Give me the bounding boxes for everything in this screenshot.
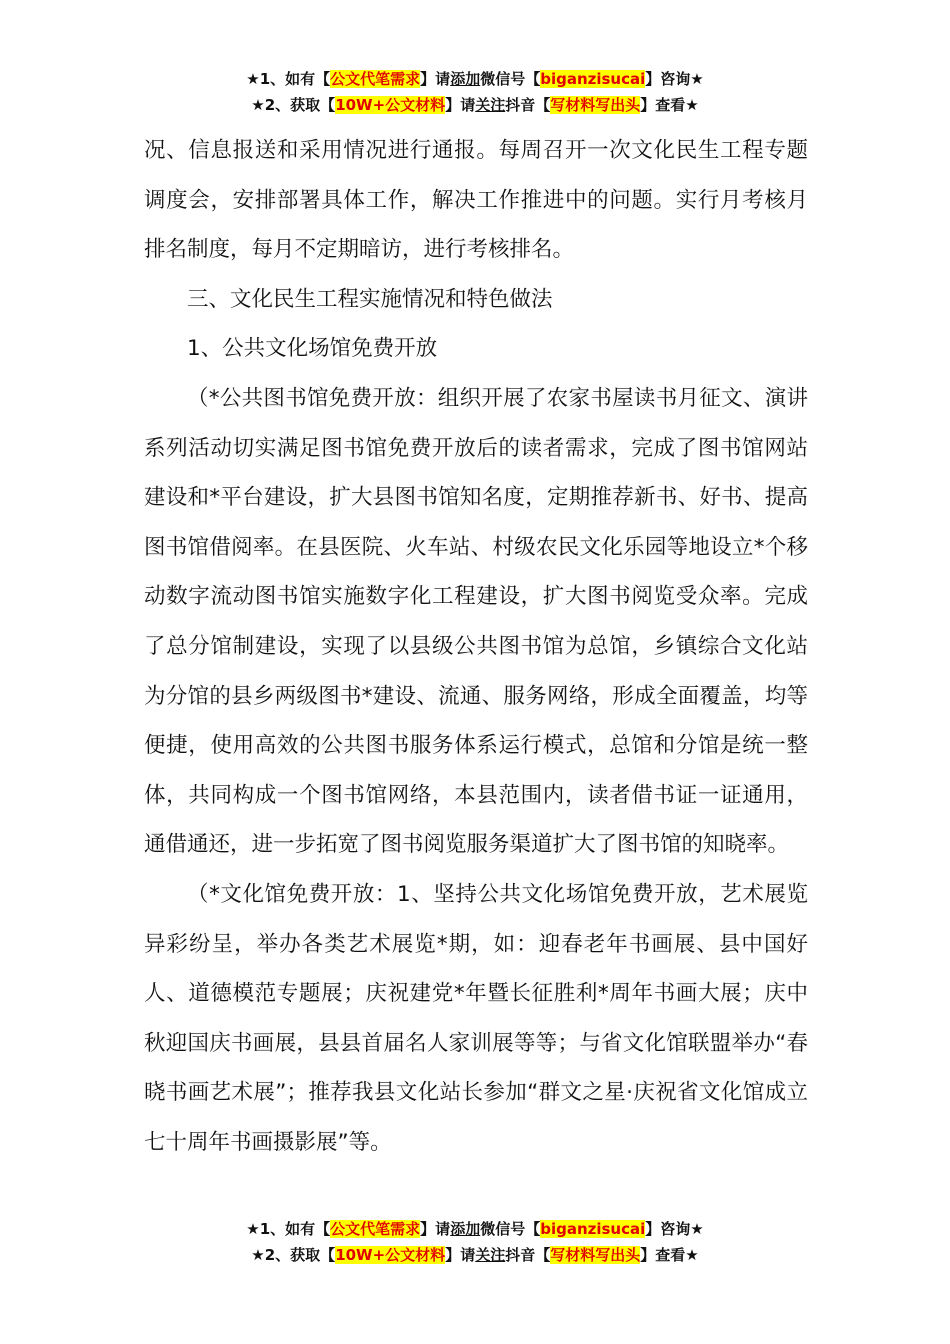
- underlined-word: 关注: [475, 1246, 506, 1264]
- promo-text: 微信号【: [480, 70, 541, 88]
- highlight-materials: 10W+公文材料: [335, 96, 446, 114]
- highlight-wechat-id: biganzisucai: [540, 1220, 646, 1238]
- promo-text: 】咨询★: [645, 1220, 704, 1238]
- promo-line-2: [0, 1242, 950, 1268]
- promo-text: ★1、如有【: [246, 1220, 331, 1238]
- promo-text: ★1、如有【: [246, 70, 331, 88]
- highlight-service: 公文代笔需求: [330, 70, 421, 88]
- underlined-word: 关注: [475, 96, 506, 114]
- paragraph-library: （*公共图书馆免费开放：组织开展了农家书屋读书月征文、演讲系列活动切实满足图书馆免费开放后的读者需求，完成了图书馆网站建设和*平台建设，扩大县图书馆知名度，定期推荐新书、好书、提高图书馆借阅率。在县医院、火车站、村级农民文化乐园等地设立*个移动数字流动图书馆实施数字化工程建设，扩大图书阅览受众率。完成了总分馆制建设，实现了以县级公共图书馆为总馆，乡镇综合文化站为分馆的县乡两级图书*建设、流通、服务网络，形成全面覆盖，均等便捷，使用高效的公共图书服务体系运行模式，总馆和分馆是统一整体，共同构成一个图书馆网络，本县范围内，读者借书证一证通用，通借通还，进一步拓宽了图书阅览服务渠道扩大了图书馆的知晓率。: [144, 385, 808, 858]
- underlined-word: 添加: [450, 70, 481, 88]
- promo-text: 】请: [420, 1220, 451, 1238]
- paragraph-continuation: 况、信息报送和采用情况进行通报。每周召开一次文化民生工程专题调度会，安排部署具体工作，解决工作推进中的问题。实行月考核月排名制度，每月不定期暗访，进行考核排名。: [144, 138, 808, 263]
- promo-line-1: [0, 1216, 950, 1242]
- promo-text: 微信号【: [480, 1220, 541, 1238]
- promo-text: 】查看★: [640, 96, 699, 114]
- promo-text: 】请: [445, 96, 476, 114]
- promo-text: 抖音【: [505, 96, 551, 114]
- highlight-wechat-id: biganzisucai: [540, 70, 646, 88]
- paragraph-cultural-center: （*文化馆免费开放：1、坚持公共文化场馆免费开放，艺术展览异彩纷呈，举办各类艺术展览*期，如：迎春老年书画展、县中国好人、道德模范专题展；庆祝建党*年暨长征胜利*周年书画大展；庆中秋迎国庆书画展，县县首届名人家训展等等；与省文化馆联盟举办“春晓书画艺术展”；推荐我县文化站长参加“群文之星·庆祝省文化馆成立七十周年书画摄影展”等。: [144, 881, 808, 1155]
- promo-text: 】请: [420, 70, 451, 88]
- document-body: [144, 126, 808, 1167]
- promo-text: 】咨询★: [645, 70, 704, 88]
- promo-banner-bottom: [0, 1216, 950, 1268]
- highlight-materials: 10W+公文材料: [335, 1246, 446, 1264]
- promo-text: 】请: [445, 1246, 476, 1264]
- promo-text: 】查看★: [640, 1246, 699, 1264]
- highlight-douyin-account: 写材料写出头: [550, 1246, 641, 1264]
- promo-line-1: [0, 66, 950, 92]
- promo-text: ★2、获取【: [251, 96, 336, 114]
- underlined-word: 添加: [450, 1220, 481, 1238]
- promo-banner-top: [0, 66, 950, 118]
- promo-text: ★2、获取【: [251, 1246, 336, 1264]
- highlight-service: 公文代笔需求: [330, 1220, 421, 1238]
- promo-text: 抖音【: [505, 1246, 551, 1264]
- subsection-heading: 1、公共文化场馆免费开放: [187, 336, 438, 362]
- promo-line-2: [0, 92, 950, 118]
- highlight-douyin-account: 写材料写出头: [550, 96, 641, 114]
- section-heading: 三、文化民生工程实施情况和特色做法: [187, 286, 553, 312]
